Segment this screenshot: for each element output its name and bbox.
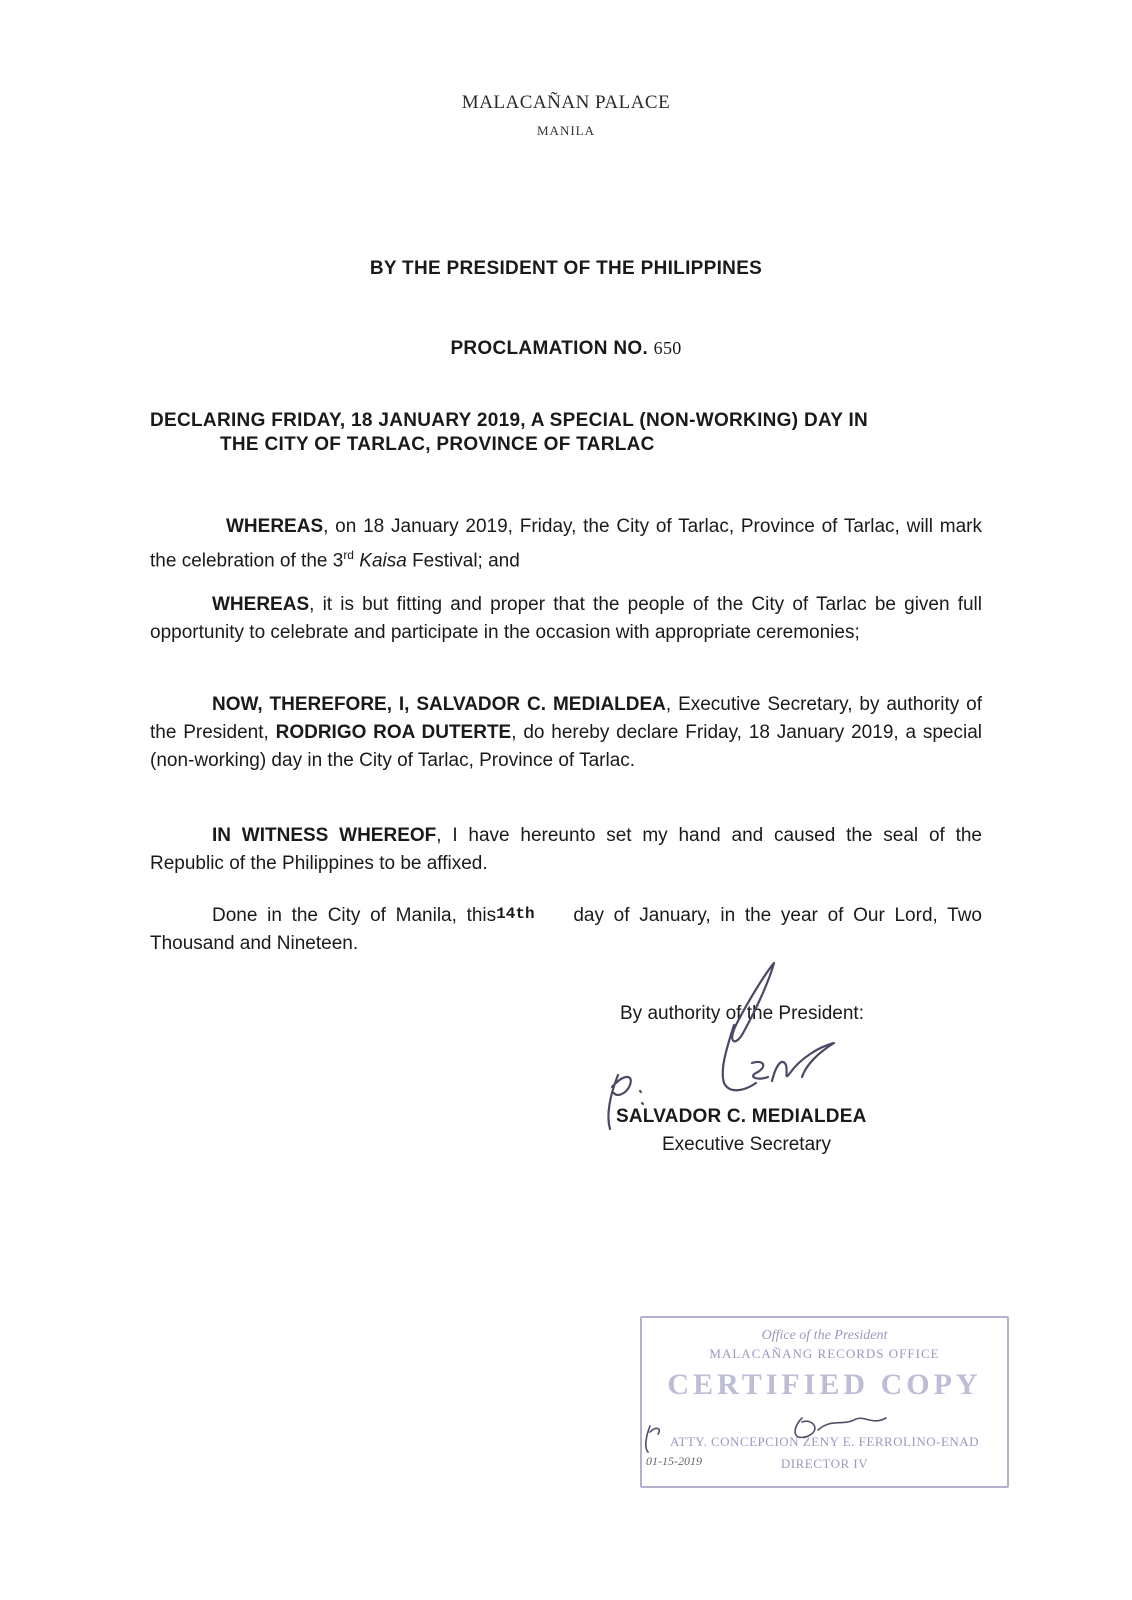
declaration-text-b: , do hereby declare Friday, 18 January 2019, a special (non-working) day in the City of Tarlac, Province of Tarlac. (150, 722, 982, 771)
declaration-lead: NOW, THEREFORE, I, SALVADOR C. MEDIALDEA (212, 694, 666, 715)
witness-paragraph (150, 822, 982, 878)
title-line-2: THE CITY OF TARLAC, PROVINCE OF TARLAC (220, 434, 655, 455)
issuing-authority: BY THE PRESIDENT OF THE PHILIPPINES (369, 258, 763, 279)
proclamation-label: PROCLAMATION NO. (450, 338, 649, 359)
proclamation-title (150, 410, 990, 456)
signature-stroke-loop (732, 963, 774, 1041)
proclamation-number: 650 (653, 338, 682, 358)
title-line-1: DECLARING FRIDAY, 18 JANUARY 2019, A SPECIAL (NON-WORKING) DAY IN (150, 410, 869, 431)
whereas-lead-2: WHEREAS (212, 594, 310, 615)
whereas-paragraph-1 (150, 513, 982, 575)
letterhead-city: MANILA (537, 123, 595, 138)
signer-name: SALVADOR C. MEDIALDEA (616, 1106, 867, 1127)
done-paragraph (150, 900, 982, 958)
whereas-paragraph-2 (150, 591, 982, 647)
signature-stroke-e (752, 1062, 768, 1079)
stamp-signature (642, 1318, 1007, 1486)
certified-copy-stamp (640, 1316, 1009, 1488)
stamp-office: Office of the President (761, 1328, 888, 1343)
witness-lead: IN WITNESS WHEREOF (212, 825, 437, 846)
whereas-text-2: , it is but fitting and proper that the people of the City of Tarlac be given full opportunity to celebrate and participate in the occasion with appropriate ceremonies; (150, 594, 982, 643)
declaration-paragraph (150, 691, 982, 775)
signature-stroke-m (772, 1043, 834, 1081)
declaration-text-a: , Executive Secretary, by authority of the President, (150, 694, 982, 743)
stamp-date: 01-15-2019 (646, 1454, 702, 1468)
stamp-certifier-title: DIRECTOR IV (780, 1456, 869, 1471)
proclamation-heading (0, 338, 1132, 360)
done-text-b: day of January, in the year of Our Lord, Two Thousand and Nineteen. (150, 905, 982, 954)
whereas-text-1b: Festival; and (406, 550, 520, 572)
signature-stroke-colon (640, 1091, 643, 1104)
stamp-records-office: MALACAÑANG RECORDS OFFICE (709, 1346, 940, 1361)
typed-day: 14th (496, 905, 535, 923)
signature-stroke-main (723, 1025, 756, 1090)
letterhead-palace: MALACAÑAN PALACE (461, 92, 671, 113)
ordinal-suffix: rd (343, 548, 354, 562)
president-name: RODRIGO ROA DUTERTE (275, 722, 512, 743)
witness-text: , I have hereunto set my hand and caused the seal of the Republic of the Philippines to be affixed. (150, 825, 982, 874)
authority-line: By authority of the President: (620, 1003, 864, 1024)
whereas-lead-1: WHEREAS (226, 516, 324, 537)
stamp-certifier-name: ATTY. CONCEPCION ZENY E. FERROLINO-ENAD (669, 1434, 980, 1449)
whereas-text-1a: , on 18 January 2019, Friday, the City of Tarlac, Province of Tarlac, will mark the celebration of the 3 (150, 516, 982, 572)
stamp-certified-copy: CERTIFIED COPY (667, 1368, 982, 1401)
done-text-a: Done in the City of Manila, this (212, 905, 497, 926)
festival-name: Kaisa (359, 550, 407, 572)
signer-title: Executive Secretary (662, 1134, 831, 1155)
